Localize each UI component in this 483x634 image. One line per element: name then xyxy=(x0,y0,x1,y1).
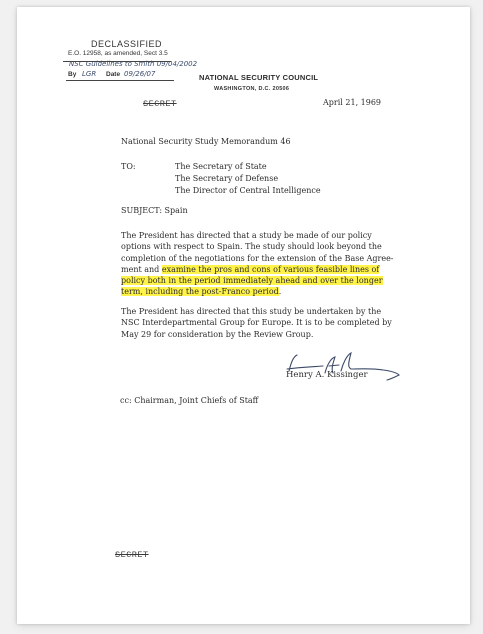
declassification-authority: E.O. 12958, as amended, Sect 3.5 xyxy=(68,50,168,57)
declassification-date-label: Date xyxy=(106,71,121,78)
letterhead-address: WASHINGTON, D.C. 20506 xyxy=(214,86,290,92)
classification-marking-top: SECRET xyxy=(143,99,177,109)
highlighted-text: term, including the post-Franco period xyxy=(121,287,279,297)
stamp-underline xyxy=(63,61,171,62)
memo-date: April 21, 1969 xyxy=(323,98,382,107)
paragraph1-line2: options with respect to Spain. The study should look beyond the xyxy=(121,242,382,252)
declassification-by-label: By xyxy=(68,71,77,78)
paragraph1-line4 xyxy=(121,264,421,275)
declassification-by-initials: LGR xyxy=(82,70,97,78)
recipient-cia: The Director of Central Intelligence xyxy=(175,186,321,195)
paragraph2-line1: The President has directed that this study be undertaken by the xyxy=(121,307,382,316)
declassification-handwritten-ref: NSC Guidelines to Smith 09/04/2002 xyxy=(69,60,198,68)
subject-line: SUBJECT: Spain xyxy=(121,206,188,215)
paragraph-study-directive xyxy=(121,230,421,298)
letterhead-organization: NATIONAL SECURITY COUNCIL xyxy=(199,73,319,82)
paragraph1-line4-plain: ment and xyxy=(121,264,162,274)
recipient-state: The Secretary of State xyxy=(175,162,267,171)
stamp-bottom-line xyxy=(66,80,174,81)
paragraph1-line3: completion of the negotiations for the extension of the Base Agree- xyxy=(121,253,394,263)
cc-line: cc: Chairman, Joint Chiefs of Staff xyxy=(120,396,259,405)
paragraph1-line5 xyxy=(121,275,421,286)
paragraph1-line6-end: . xyxy=(278,287,282,297)
classification-marking-bottom: SECRET xyxy=(115,550,149,560)
paragraph1-line6 xyxy=(121,286,421,297)
paragraph2-line2: NSC Interdepartmental Group for Europe. It is to be completed by xyxy=(121,318,392,328)
paragraph-assignment xyxy=(121,306,421,340)
highlighted-text: examine the pros and cons of various feasible lines of xyxy=(161,264,380,274)
declassified-stamp-title: DECLASSIFIED xyxy=(91,39,163,49)
declassification-date-value: 09/26/07 xyxy=(124,70,156,78)
paragraph1-line1: The President has directed that a study be made of our policy xyxy=(121,231,372,240)
memo-title: National Security Study Memorandum 46 xyxy=(121,137,291,146)
paragraph2-line3: May 29 for consideration by the Review Group. xyxy=(121,329,314,339)
signatory-name: Henry A. Kissinger xyxy=(286,370,368,380)
highlighted-text: policy both in the period immediately ahead and over the longer xyxy=(121,276,383,286)
to-label: TO: xyxy=(121,162,136,171)
recipient-defense: The Secretary of Defense xyxy=(175,174,279,183)
